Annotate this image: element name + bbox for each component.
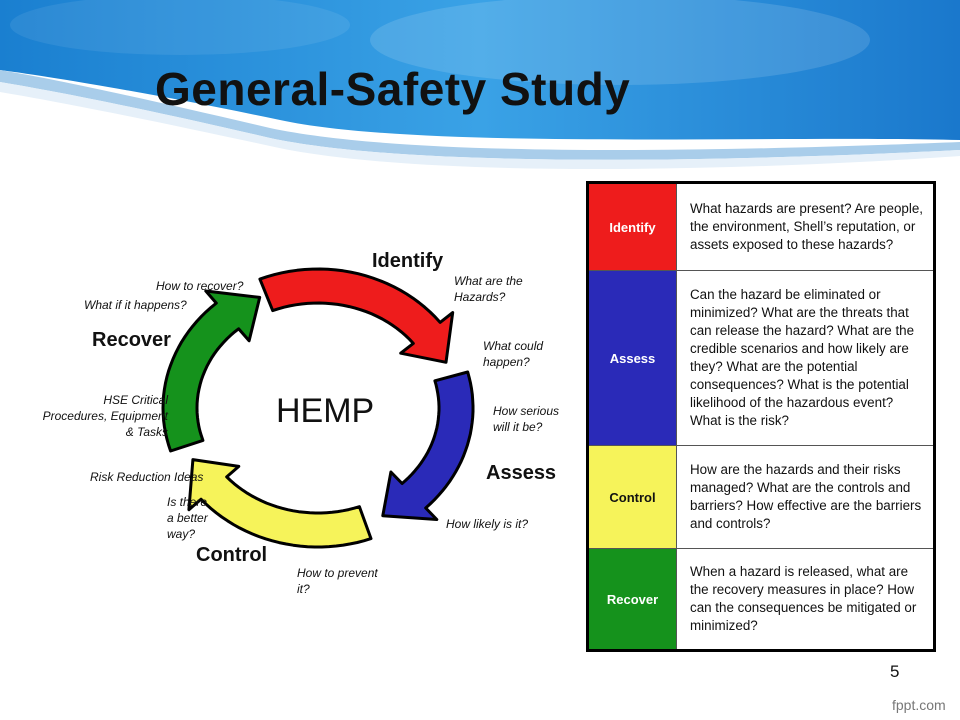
question-cell-assess: Can the hazard be eliminated or minimized? What are the threats that can release the hazard? What are the credible scenarios and how likely are they? What are the potential consequences? What is the potential likelihood of the hazardous event? What is the risk? bbox=[677, 271, 935, 446]
recover-stage-label: Recover bbox=[92, 329, 171, 351]
table-row-recover bbox=[588, 549, 935, 651]
hemp-center-label: HEMP bbox=[276, 392, 375, 430]
stage-cell-control: Control bbox=[588, 446, 677, 549]
note-better-way: Is there a better way? bbox=[167, 495, 208, 541]
identify-stage-label: Identify bbox=[372, 250, 444, 272]
assess-arrow bbox=[383, 372, 473, 520]
control-stage-label: Control bbox=[196, 544, 268, 566]
identify-arrow bbox=[260, 269, 453, 362]
stage-cell-identify: Identify bbox=[588, 183, 677, 271]
slide-title: General-Safety Study bbox=[155, 63, 631, 115]
stage-cell-recover: Recover bbox=[588, 549, 677, 651]
control-arrow bbox=[189, 460, 371, 547]
stage-cell-assess: Assess bbox=[588, 271, 677, 446]
table-row-control bbox=[588, 446, 935, 549]
note-hse-critical: HSE Critical Procedures, Equipment & Tasks bbox=[42, 393, 168, 439]
table-row-identify bbox=[588, 183, 935, 271]
note-what-hazards: What are the Hazards? bbox=[454, 274, 523, 304]
table-row-assess bbox=[588, 271, 935, 446]
page-number: 5 bbox=[890, 662, 900, 681]
question-cell-recover: When a hazard is released, what are the recovery measures in place? How can the consequences be mitigated or minimized? bbox=[677, 549, 935, 651]
recover-arrow bbox=[163, 291, 260, 451]
hemp-questions-table bbox=[586, 181, 936, 652]
note-risk-reduction: Risk Reduction Ideas bbox=[90, 470, 204, 484]
assess-stage-label: Assess bbox=[486, 462, 557, 484]
question-cell-control: How are the hazards and their risks managed? What are the controls and barriers? How effective are the barriers and controls? bbox=[677, 446, 935, 549]
note-what-if-it-happens: What if it happens? bbox=[84, 298, 187, 312]
note-what-could-happen: What could happen? bbox=[483, 339, 544, 369]
note-how-serious: How serious will it be? bbox=[493, 404, 560, 434]
note-how-to-recover: How to recover? bbox=[156, 279, 244, 293]
note-how-likely: How likely is it? bbox=[446, 517, 529, 531]
footer-brand: fppt.com bbox=[892, 697, 946, 713]
note-how-to-prevent: How to prevent it? bbox=[297, 566, 378, 596]
question-cell-identify: What hazards are present? Are people, the environment, Shell’s reputation, or assets exposed to these hazards? bbox=[677, 183, 935, 271]
